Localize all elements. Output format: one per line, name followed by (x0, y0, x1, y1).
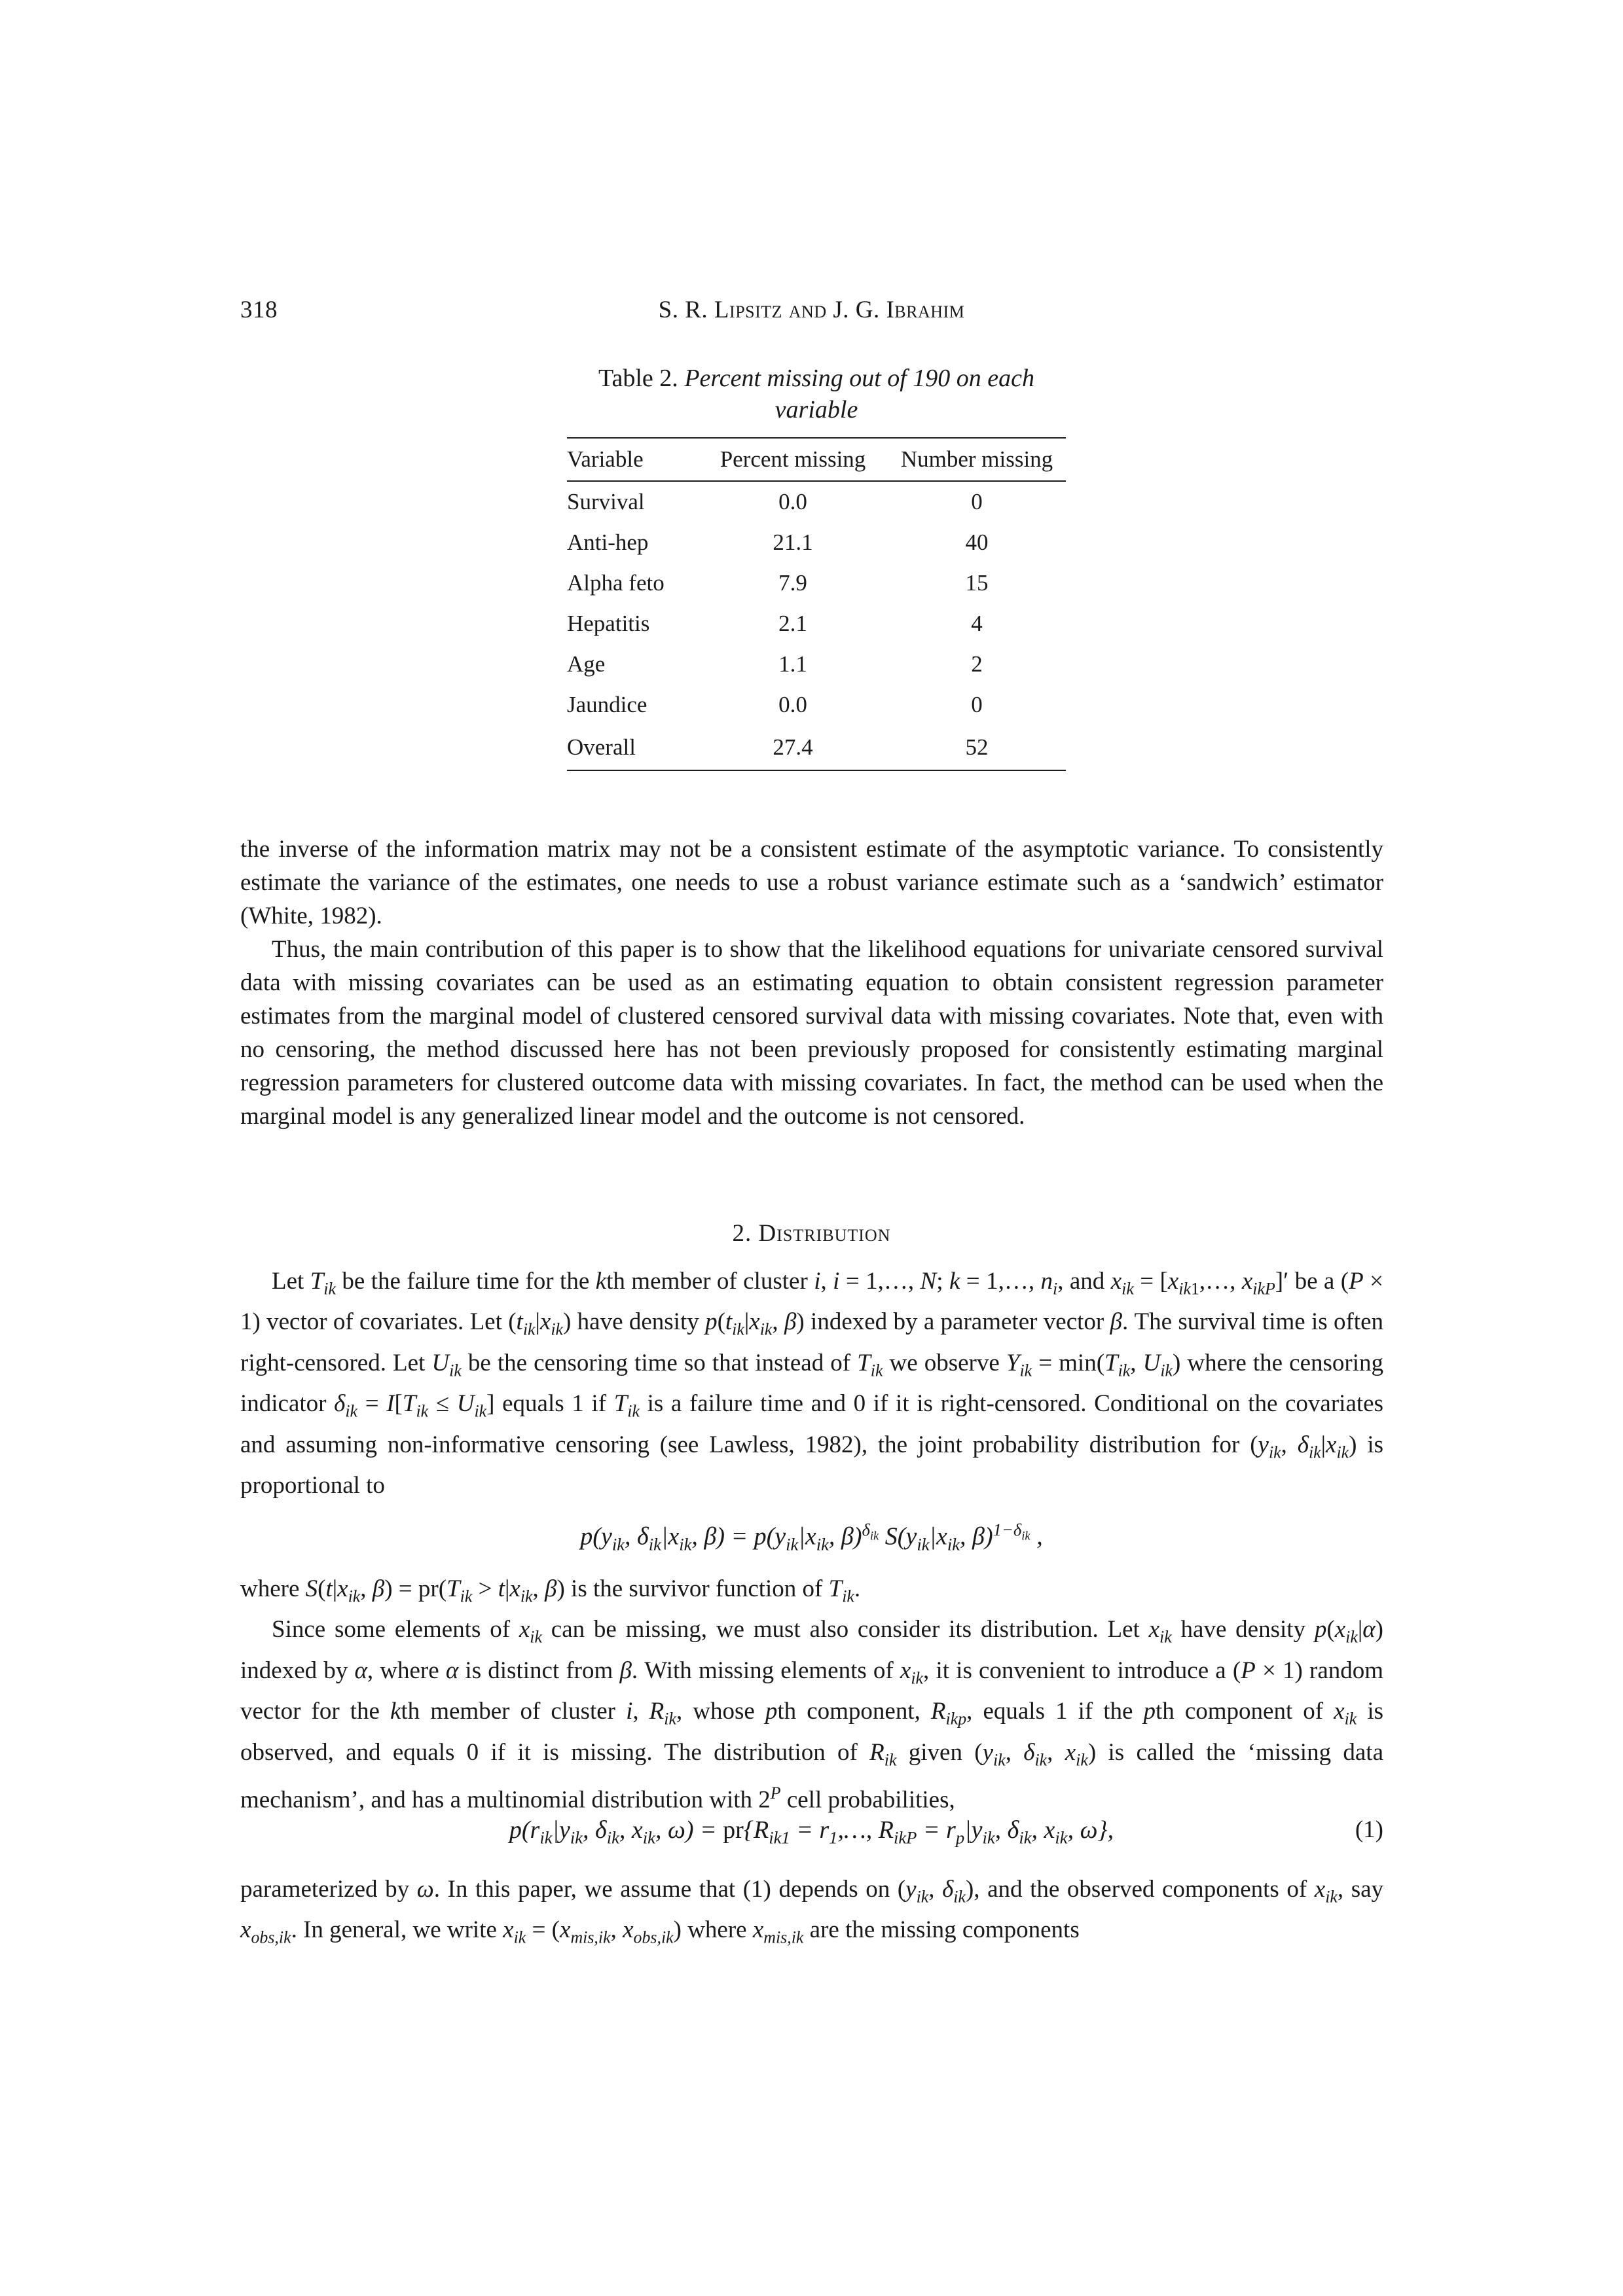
table-cell: 15 (965, 570, 989, 596)
table-cell: 27.4 (698, 725, 888, 770)
table-cell: 40 (965, 529, 989, 555)
likelihood-equation: $p(y_{ik}$, $\delta_{ik}|x_{ik}$, $\beta) = p(y_{ik}|x_{ik}$, β)$^{\delta_{ik}}$ $S(y_{ik}|x_{ik}$, β)$^{1-\delta_{ik}}$ , (580, 1520, 1043, 1554)
table-cell: 4 (971, 611, 983, 636)
table-cell: Alpha feto (567, 570, 665, 596)
table-cell: 2.1 (778, 611, 807, 636)
column-header: Percent missing (698, 438, 888, 481)
table-row (567, 522, 1066, 563)
table-caption-text: Percent missing out of 190 on each variable (684, 365, 1035, 423)
table-cell: Hepatitis (567, 611, 650, 636)
column-header: Number missing (888, 438, 1066, 481)
running-title: S. R. Lipsitz and J. G. Ibrahim (658, 296, 965, 323)
table-cell: 52 (888, 725, 1066, 770)
table-cell: Jaundice (567, 692, 647, 717)
table-cell: Overall (567, 725, 698, 770)
intro-text (240, 833, 1383, 1133)
column-header: Variable (567, 438, 698, 481)
table-header-row (567, 438, 1066, 481)
table-caption (567, 363, 1066, 425)
table-cell: 2 (971, 651, 983, 677)
page-number: 318 (240, 296, 278, 323)
table-row (567, 481, 1066, 522)
table-row (567, 603, 1066, 644)
equation-number: (1) (1355, 1816, 1383, 1843)
table-row (567, 725, 1066, 770)
paragraph: Let $T_{ik}$ be the failure time for the kth member of cluster i, i = 1,…, N; k = 1,…, $n_i$, and $x_{ik}$ = [$x_{ik1},\dots$, $x_{ikP}]'$ be a (P × 1) vector of covariates. Let $(t_{ik}|x_{ik})$ have density $p(t_{ik}|x_{ik}$, β) indexed by a parameter vector β. The survival time is often right-censored. Let $U_{ik}$ be the censoring time so that instead of $T_{ik}$ we observe $Y_{ik} = \min(T_{ik}$, $U_{ik}$) where the censoring indicator $\delta_{ik} = I[T_{ik} \le U_{ik}]$ equals 1 if $T_{ik}$ is a failure time and 0 if it is right-censored. Conditional on the covariates and assuming non-informative censoring (see Lawless, 1982), the joint probability distribution for ($y_{ik}$, $\delta_{ik}|x_{ik}$) is proportional to (240, 1268, 1384, 1499)
missing-data-table (567, 437, 1066, 771)
table-cell: 21.1 (773, 529, 813, 555)
table-cell: 0 (971, 489, 983, 514)
table-cell: Age (567, 651, 606, 677)
table-cell: 0 (971, 692, 983, 717)
table-row (567, 563, 1066, 603)
table-row (567, 644, 1066, 685)
table-cell: 0.0 (778, 692, 807, 717)
table-cell: 7.9 (778, 570, 807, 596)
distribution-text-2 (240, 1572, 1383, 1816)
paragraph: Since some elements of $x_{ik}$ can be missing, we must also consider its distribution. Let $x_{ik}$ have density $p(x_{ik}|\alpha)$ indexed by α, where α is distinct from β. With missing elements of $x_{ik}$, it is convenient to introduce a (P × 1) random vector for the kth member of cluster i, $R_{ik}$, whose pth component, $R_{ikp}$, equals 1 if the pth component of $x_{ik}$ is observed, and equals 0 if it is missing. The distribution of $R_{ik}$ given ($y_{ik}$, $\delta_{ik}$, $x_{ik}$) is called the ‘missing data mechanism’, and has a multinomial distribution with $2^P$ cell probabilities, (240, 1616, 1384, 1814)
paragraph: the inverse of the information matrix may not be a consistent estimate of the asymptotic variance. To consistently estimate the variance of the estimates, one needs to use a robust variance estimate such as a ‘sandwich’ estimator (White, 1982). (240, 836, 1383, 929)
section-heading: 2. Distribution (732, 1220, 891, 1247)
distribution-text-3 (240, 1873, 1383, 1954)
missing-mechanism-equation: $p(r_{ik}|y_{ik}$, $\delta_{ik}$, $x_{ik}$, $\omega) = pr\{R_{ik1}$ = $r_1,\dots$, $R_{ikP} = r_p|y_{ik}$, $\delta_{ik}$, $x_{ik}$, ω}, (509, 1816, 1114, 1848)
table-cell: Survival (567, 489, 645, 514)
paragraph: parameterized by ω. In this paper, we assume that (1) depends on ($y_{ik}$, $\delta_{ik}$), and the observed components of $x_{ik}$, say $x_{obs,ik}$. In general, we write $x_{ik} = (x_{mis,ik}$, $x_{obs,ik}$) where $x_{mis,ik}$ are the missing components (240, 1876, 1384, 1947)
table-row (567, 685, 1066, 725)
table-cell: Anti-hep (567, 529, 649, 555)
table-cell: 1.1 (778, 651, 807, 677)
distribution-text-1 (240, 1265, 1383, 1502)
table-cell: 0.0 (778, 489, 807, 514)
paragraph: Thus, the main contribution of this paper is to show that the likelihood equations for univariate censored survival data with missing covariates can be used as an estimating equation to obtain consistent regression parameter estimates from the marginal model of clustered censored survival data with missing covariates. Note that, even with no censoring, the method discussed here has not been previously proposed for consistently estimating marginal regression parameters for clustered outcome data with missing covariates. In fact, the method can be used when the marginal model is any generalized linear model and the outcome is not censored. (240, 936, 1383, 1130)
table-caption-label: Table 2. (598, 365, 678, 392)
paragraph: where $S(t|x_{ik}$, $\beta) = pr(T_{ik} > t|x_{ik}$, β) is the survivor function of $T_{ik}$. (240, 1575, 861, 1606)
